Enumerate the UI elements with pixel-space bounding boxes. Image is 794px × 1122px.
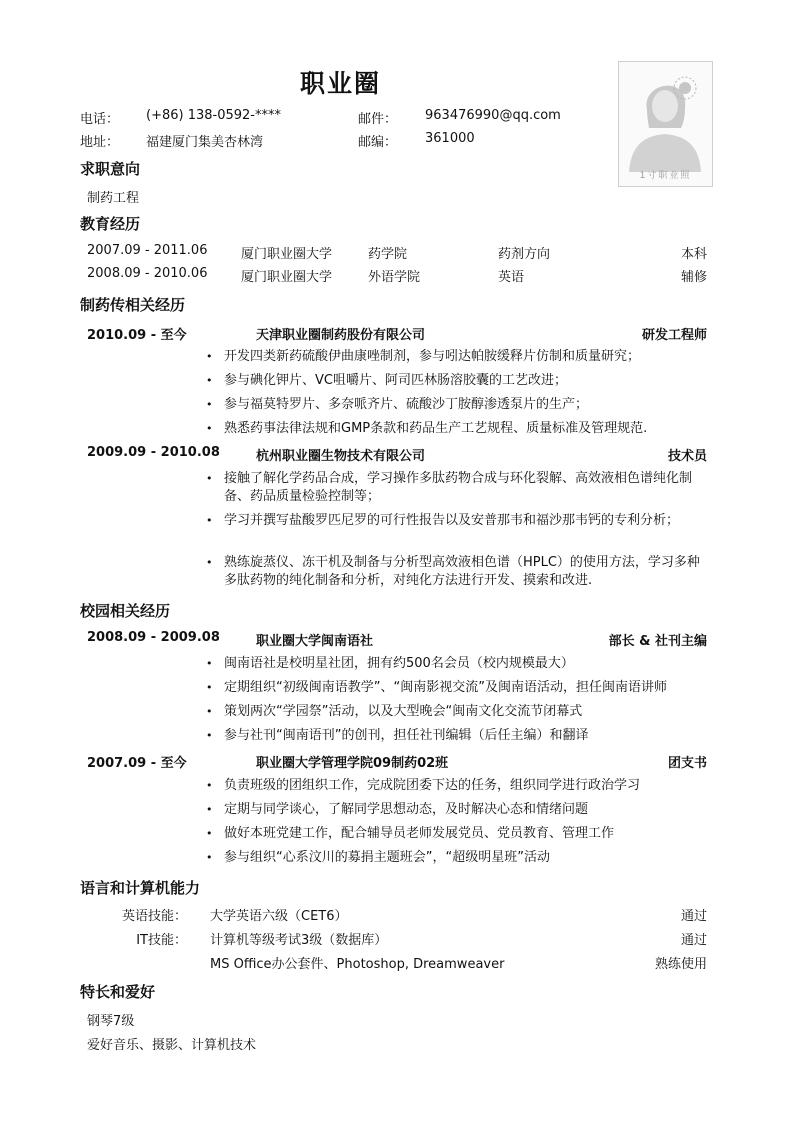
- bullet-icon: •: [206, 398, 213, 411]
- list-item: • 做好本班党建工作，配合辅导员老师发展党员、党员教育、管理工作: [206, 826, 615, 841]
- skill-level: 通过: [680, 909, 707, 924]
- list-item: • 学习并撰写盐酸罗匹尼罗的可行性报告以及安普那韦和福沙那韦钙的专利分析；: [206, 513, 680, 528]
- address-value: 福建厦门集美杏林湾: [146, 135, 264, 150]
- edu-degree: 本科: [680, 247, 707, 262]
- email-label: 邮件：: [358, 112, 398, 127]
- education-row: [87, 243, 707, 263]
- bullet-icon: •: [206, 350, 213, 363]
- bullet-icon: •: [206, 827, 213, 840]
- bullet-icon: •: [206, 729, 213, 742]
- list-item: • 参与碘化钾片、VC咀嚼片、阿司匹林肠溶胶囊的工艺改进；: [206, 373, 567, 388]
- edu-major: 药剂方向: [498, 247, 551, 262]
- edu-degree: 辅修: [680, 270, 707, 285]
- edu-major: 英语: [498, 270, 525, 285]
- skill-label: IT技能：: [136, 933, 187, 948]
- list-item: • 熟悉药事法律法规和GMP条款和药品生产工艺规程、质量标准及管理规范.: [206, 421, 648, 436]
- applicant-name: 职业圈: [300, 69, 382, 98]
- bullet-icon: •: [206, 681, 213, 694]
- bullet-icon: •: [206, 472, 213, 485]
- list-item: • 接触了解化学药品合成，学习操作多肽药物合成与环化裂解、高效液相色谱纯化制备、药品质量检验控制等；: [206, 471, 693, 504]
- objective-title: 求职意向: [80, 160, 141, 178]
- edu-college: 药学院: [368, 247, 408, 262]
- bullet-icon: •: [206, 851, 213, 864]
- education-row: [87, 266, 707, 286]
- zip-value: 361000: [425, 131, 475, 146]
- job-header: [87, 445, 707, 465]
- list-item: • 参与组织“心系汶川的募捐主题班会”，“超级明星班”活动: [206, 850, 550, 865]
- skill-level: 熟练使用: [654, 957, 707, 972]
- zip-label: 邮编：: [358, 135, 398, 150]
- job-role: 部长 & 社刊主编: [608, 634, 707, 649]
- list-item: • 负责班级的团组织工作，完成院团委下达的任务，组织同学进行政治学习: [206, 778, 641, 793]
- list-item: • 开发四类新药硫酸伊曲康唑制剂，参与吲达帕胺缓释片仿制和质量研究；: [206, 349, 641, 364]
- skill-item: 大学英语六级（CET6）: [210, 909, 348, 924]
- bullet-icon: •: [206, 803, 213, 816]
- edu-school: 厦门职业圈大学: [241, 247, 333, 262]
- list-item: • 定期组织“初级闽南语教学”、“闽南影视交流”及闽南语活动，担任闽南语讲师: [206, 680, 667, 695]
- job-period: 2010.09 - 至今: [87, 328, 187, 343]
- education-title: 教育经历: [80, 215, 141, 233]
- objective-value: 制药工程: [87, 191, 140, 206]
- job-role: 团支书: [667, 756, 707, 771]
- edu-school: 厦门职业圈大学: [241, 270, 333, 285]
- bullet-icon: •: [206, 556, 213, 569]
- photo-caption: 1寸职业照: [639, 171, 692, 181]
- job-header: [87, 324, 707, 344]
- work-title: 制药传相关经历: [80, 296, 186, 314]
- list-item: • 参与福莫特罗片、多奈哌齐片、硫酸沙丁胺醇渗透泵片的生产；: [206, 397, 589, 412]
- campus-title: 校园相关经历: [80, 602, 171, 620]
- job-company: 职业圈大学闽南语社: [256, 634, 374, 649]
- profile-photo: [618, 61, 713, 187]
- job-role: 研发工程师: [641, 328, 707, 343]
- job-company: 职业圈大学管理学院09制药02班: [256, 756, 449, 771]
- edu-period: 2008.09 - 2010.06: [87, 266, 208, 281]
- bullet-icon: •: [206, 705, 213, 718]
- hobby-item: 爱好音乐、摄影、计算机技术: [87, 1038, 257, 1053]
- job-header: [87, 752, 707, 772]
- skill-item: 计算机等级考试3级（数据库）: [210, 933, 388, 948]
- hobbies-title: 特长和爱好: [80, 983, 156, 1001]
- bullet-icon: •: [206, 657, 213, 670]
- address-label: 地址：: [80, 135, 120, 150]
- skill-item: MS Office办公套件、Photoshop, Dreamweaver: [210, 957, 505, 972]
- job-period: 2008.09 - 2009.08: [87, 630, 220, 645]
- hobby-item: 钢琴7级: [87, 1014, 135, 1029]
- job-company: 杭州职业圈生物技术有限公司: [256, 449, 426, 464]
- skill-label: 英语技能：: [121, 909, 187, 924]
- list-item: • 熟练旋蒸仪、冻干机及制备与分析型高效液相色谱（HPLC）的使用方法，学习多种多肽药物的纯化制备和分析，对纯化方法进行开发、摸索和改进.: [206, 555, 700, 588]
- bullet-icon: •: [206, 779, 213, 792]
- bullet-icon: •: [206, 422, 213, 435]
- bullet-icon: •: [206, 514, 213, 527]
- list-item: • 闽南语社是校明星社团，拥有约500名会员（校内规模最大）: [206, 656, 574, 671]
- job-role: 技术员: [667, 449, 707, 464]
- skill-row: [87, 929, 707, 949]
- skill-level: 通过: [680, 933, 707, 948]
- skill-row: [87, 905, 707, 925]
- phone-label: 电话：: [80, 112, 120, 127]
- skills-title: 语言和计算机能力: [80, 879, 201, 897]
- skill-row: [87, 953, 707, 973]
- phone-value: (+86) 138-0592-****: [146, 108, 281, 123]
- job-period: 2007.09 - 至今: [87, 756, 187, 771]
- job-header: [87, 630, 707, 650]
- email-value[interactable]: 963476990@qq.com: [425, 108, 561, 123]
- list-item: • 参与社刊“闽南语刊”的创刊，担任社刊编辑（后任主编）和翻译: [206, 728, 589, 743]
- list-item: • 定期与同学谈心，了解同学思想动态，及时解决心态和情绪问题: [206, 802, 589, 817]
- job-period: 2009.09 - 2010.08: [87, 445, 220, 460]
- job-company: 天津职业圈制药股份有限公司: [256, 328, 426, 343]
- bullet-icon: •: [206, 374, 213, 387]
- list-item: • 策划两次“学园祭”活动，以及大型晚会“闽南文化交流节闭幕式: [206, 704, 583, 719]
- edu-college: 外语学院: [368, 270, 421, 285]
- edu-period: 2007.09 - 2011.06: [87, 243, 208, 258]
